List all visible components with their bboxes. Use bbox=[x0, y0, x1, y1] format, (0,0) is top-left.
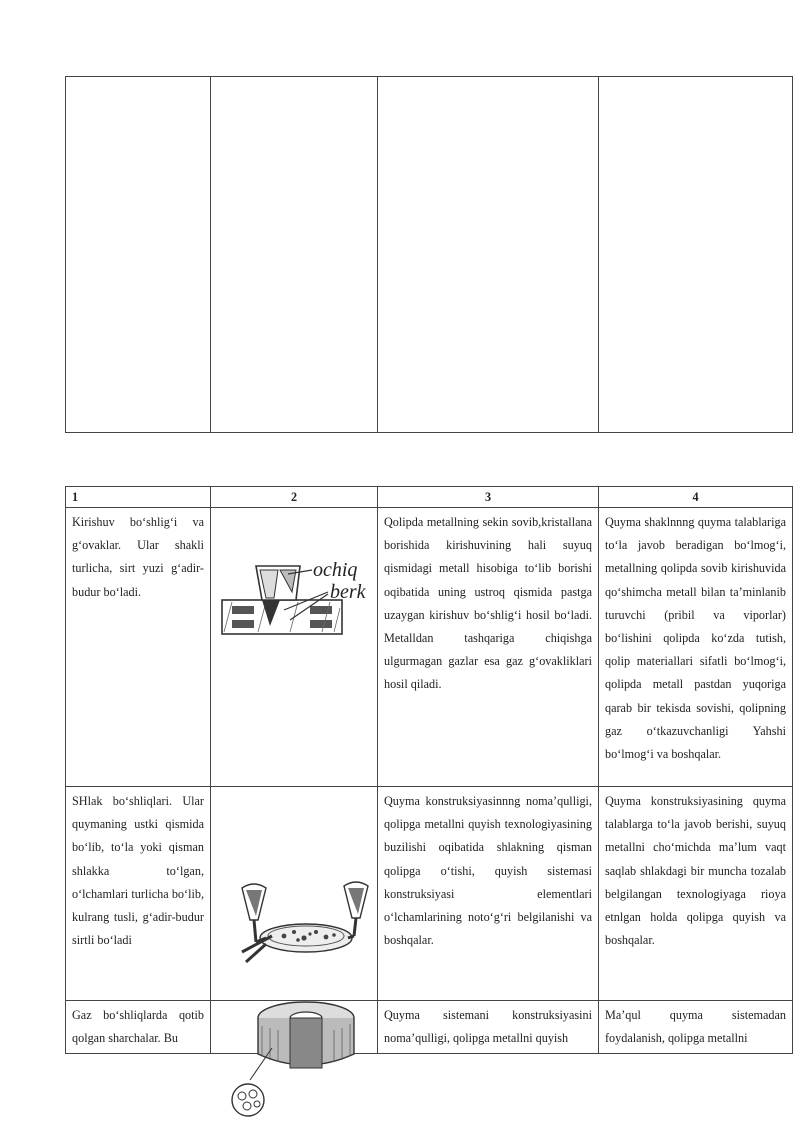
label-ochiq: ochiq bbox=[313, 559, 358, 581]
prevention-cell: Ma’qul quyma sistemadan foydalanish, qolipga metallni bbox=[599, 1001, 793, 1054]
cause-cell: Quyma konstruksiyasinnng noma’qulligi, qolipga metallni quyish texnologiyasining buzilishi oqibatida shlakning qisman qolipga o‘tishi, quyish sistemasi konstruksiyasi elementlari o‘lchamlarining noto‘g‘ri belgilanishi va boshqalar. bbox=[378, 787, 599, 1001]
gas-holes-figure bbox=[226, 996, 376, 1126]
empty-cell bbox=[378, 77, 599, 433]
header-cell: 1 bbox=[66, 487, 211, 508]
prevention-cell: Quyma konstruksiyasining quyma talablarga to‘la javob berishi, suyuq metallni cho‘michda ma’lum vaqt saqlab shlakdagi bir muncha tozalab belgilangan texnologiyaga rioya etnlgan holda qolipga quyish va boshqalar. bbox=[599, 787, 793, 1001]
shrinkage-cavity-figure bbox=[218, 540, 370, 640]
slag-inclusion-figure bbox=[236, 880, 386, 970]
table-row bbox=[66, 787, 793, 1001]
header-cell: 2 bbox=[211, 487, 378, 508]
header-row bbox=[66, 487, 793, 508]
prevention-cell: Quyma shaklnnng quyma talablariga to‘la javob beradigan bo‘lmog‘i, metallning qolipda sovib kirishuvida qo‘shimcha metall bilan ta’minlanib turuvchi (pribil va viporlar) bo‘lishini qolipda ko‘zda tutish, qolip materiallari sifatli bo‘lmog‘i, qolipda metall pastdan yuqoriga qarab bir tekisda sovishi, qolipning gaz o‘tkazuvchanligi Yahshi bo‘lmog‘i va boshqalar. bbox=[599, 508, 793, 787]
top-empty-table bbox=[65, 76, 793, 433]
defect-name-cell: SHlak bo‘shliqlari. Ular quymaning ustki qismida bo‘lib, to‘la yoki qisman shlakka to‘lgan, o‘lchamlari turlicha bo‘lib, kulrang tusli, g‘adir-budur sirtli bo‘ladi bbox=[66, 787, 211, 1001]
table-row bbox=[66, 508, 793, 787]
empty-cell bbox=[66, 77, 211, 433]
empty-cell bbox=[211, 77, 378, 433]
defect-name-cell: Kirishuv bo‘shlig‘i va g‘ovaklar. Ular shakli turlicha, sirt yuzi g‘adir-budur bo‘ladi. bbox=[66, 508, 211, 787]
defects-table bbox=[65, 486, 793, 1054]
table-row bbox=[66, 1001, 793, 1054]
label-berk: berk bbox=[330, 581, 366, 603]
empty-cell bbox=[599, 77, 793, 433]
header-cell: 3 bbox=[378, 487, 599, 508]
table-row bbox=[66, 77, 793, 433]
cause-cell: Quyma sistemani konstruksiyasini noma’qulligi, qolipga metallni quyish bbox=[378, 1001, 599, 1054]
header-cell: 4 bbox=[599, 487, 793, 508]
defect-name-cell: Gaz bo‘shliqlarda qotib qolgan sharchalar. Bu bbox=[66, 1001, 211, 1054]
cause-cell: Qolipda metallning sekin sovib,kristallana borishida kirishuvining hali suyuq qismidagi metall hisobiga to‘lib borishi oqibatida uning ustroq qismida pastga uzaygan kirishuv bo‘shlig‘i hosil bo‘ladi. Metalldan tashqariga chiqishga ulgurmagan gazlar esa gaz g‘ovakliklari hosil qiladi. bbox=[378, 508, 599, 787]
